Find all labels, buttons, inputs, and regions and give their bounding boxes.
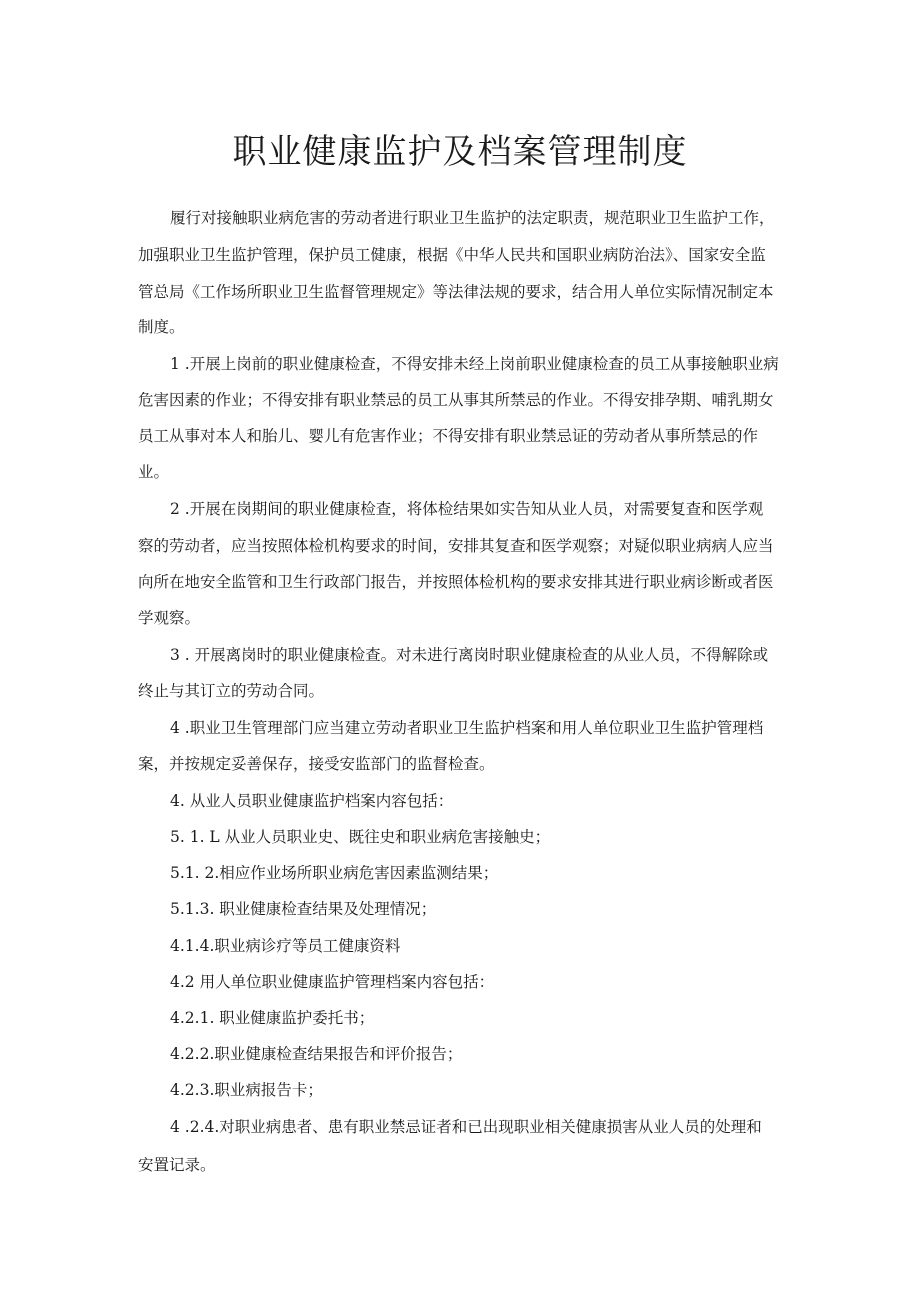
paragraph-line: 案，并按规定妥善保存，接受安监部门的监督检查。 — [138, 755, 495, 773]
paragraph-line: 2 .开展在岗期间的职业健康检查，将体检结果如实告知从业人员，对需要复查和医学观 — [170, 500, 764, 518]
paragraph-line: 业。 — [138, 463, 170, 481]
paragraph-line: 学观察。 — [138, 609, 201, 627]
paragraph-line: 向所在地安全监管和卫生行政部门报告，并按照体检机构的要求安排其进行职业病诊断或者医 — [138, 573, 774, 591]
list-item: 5.1. 2.相应作业场所职业病危害因素监测结果； — [170, 864, 499, 882]
list-item: 4.2.3.职业病报告卡； — [170, 1081, 323, 1099]
list-item: 4.2.2.职业健康检查结果报告和评价报告； — [170, 1045, 463, 1063]
paragraph-line: 履行对接触职业病危害的劳动者进行职业卫生监护的法定职责，规范职业卫生监护工作， — [170, 209, 775, 227]
list-item: 安置记录。 — [138, 1156, 216, 1174]
paragraph-line: 4 .职业卫生管理部门应当建立劳动者职业卫生监护档案和用人单位职业卫生监护管理档 — [170, 719, 764, 737]
paragraph-line: 察的劳动者，应当按照体检机构要求的时间，安排其复查和医学观察；对疑似职业病病人应当 — [138, 537, 774, 555]
paragraph-line: 1 .开展上岗前的职业健康检查，不得安排未经上岗前职业健康检查的员工从事接触职业病 — [170, 355, 779, 373]
list-item: 5. 1. L 从业人员职业史、既往史和职业病危害接触史； — [170, 828, 551, 846]
paragraph-line: 3 . 开展离岗时的职业健康检查。对未进行离岗时职业健康检查的从业人员，不得解除或 — [170, 646, 769, 664]
list-item: 4.2 用人单位职业健康监护管理档案内容包括： — [170, 973, 495, 991]
list-item: 4 .2.4.对职业病患者、患有职业禁忌证者和已出现职业相关健康损害从业人员的处理和 — [170, 1118, 762, 1136]
list-item: 4.2.1. 职业健康监护委托书； — [170, 1009, 375, 1027]
list-item: 4. 从业人员职业健康监护档案内容包括： — [170, 792, 454, 810]
list-item: 4.1.4.职业病诊疗等员工健康资料 — [170, 937, 401, 955]
paragraph-line: 制度。 — [138, 318, 185, 336]
paragraph-line: 危害因素的作业；不得安排有职业禁忌的员工从事其所禁忌的作业。不得安排孕期、哺乳期女 — [138, 391, 774, 409]
list-item: 5.1.3. 职业健康检查结果及处理情况； — [170, 900, 437, 918]
paragraph-line: 终止与其订立的劳动合同。 — [138, 682, 325, 700]
paragraph-line: 加强职业卫生监护管理，保护员工健康，根据《中华人民共和国职业病防治法》、国家安全监 — [138, 246, 766, 264]
document-title: 职业健康监护及档案管理制度 — [232, 132, 688, 172]
paragraph-line: 员工从事对本人和胎儿、婴儿有危害作业；不得安排有职业禁忌证的劳动者从事所禁忌的作 — [138, 427, 759, 445]
paragraph-line: 管总局《工作场所职业卫生监督管理规定》等法律法规的要求，结合用人单位实际情况制定本 — [138, 283, 774, 301]
